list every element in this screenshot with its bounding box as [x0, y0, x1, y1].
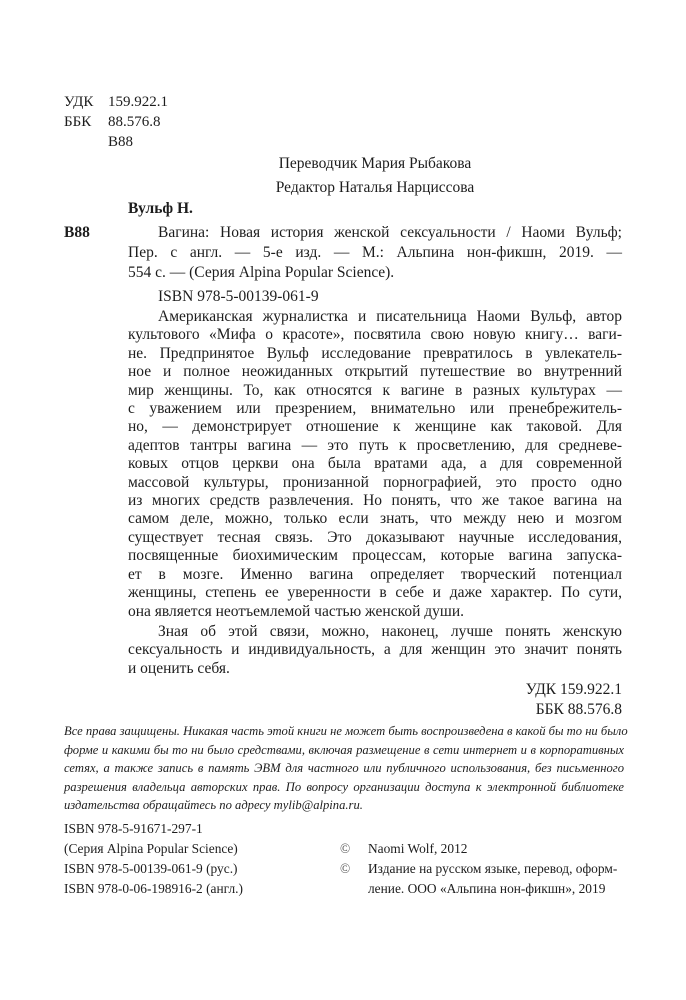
text-line: издательства обращайтесь по адресу mylib@alpina.ru.	[64, 798, 363, 813]
text-line: культового «Мифа о красоте», посвятила свою новую книгу… ваги-	[128, 326, 622, 344]
text-line: адептов тантры вагина — это путь к просветлению, для средневе-	[128, 436, 622, 454]
isbn-line: ISBN 978-0-06-198916-2 (англ.)	[64, 881, 243, 896]
author-heading: Вульф Н.	[128, 200, 193, 217]
isbn-list	[64, 819, 243, 899]
copyright-block	[340, 839, 617, 899]
text-line: разрешения владельца авторских прав. По вопросу организации доступа к электронной библиотеке	[64, 779, 624, 794]
entry-line: Пер. с англ. — 5-е изд. — М.: Альпина нон-фикшн, 2019. —	[128, 244, 622, 261]
annotation-paragraph-1	[128, 308, 622, 621]
text-line: Все права защищены. Никакая часть этой книги не может быть воспроизведена в какой бы то ни было	[64, 724, 628, 738]
text-line: ковых отцов церкви она была вратами ада, а для современной	[128, 455, 622, 473]
entry-line: Вагина: Новая история женской сексуальности / Наоми Вульф;	[158, 224, 622, 241]
text-line: она является неотъемлемой частью женской души.	[128, 602, 464, 620]
text-line: из многих средств развлечения. Но понять, что же такое вагина на	[128, 492, 622, 510]
text-line: мир женщины. То, как относятся к вагине в разных культурах —	[128, 381, 622, 399]
text-line: женщины, степень ее уверенности в себе и даже характер. По сути,	[128, 584, 622, 602]
annotation-paragraph-2	[128, 623, 622, 678]
isbn-line: (Серия Alpina Popular Science)	[64, 841, 238, 856]
entry-code: В88	[64, 224, 90, 241]
text-line: существует тесная связь. Это доказывают научные исследования,	[128, 528, 622, 546]
copyright-russian-cont: ление. ООО «Альпина нон-фикшн», 2019	[368, 881, 606, 896]
bbk-label: ББК	[64, 114, 92, 130]
text-line: и оценить себя.	[128, 659, 230, 677]
classification-block	[64, 92, 168, 152]
bbk-value: 88.576.8	[108, 114, 161, 130]
copyright-icon: ©	[340, 841, 351, 856]
udk-right: УДК 159.922.1	[525, 681, 622, 698]
copyright-russian: Издание на русском языке, перевод, оформ-	[368, 861, 618, 876]
isbn-line: ISBN 978-5-91671-297-1	[64, 821, 203, 836]
author-code: В88	[108, 134, 134, 150]
bibliographic-entry	[128, 223, 622, 283]
udk-value: 159.922.1	[108, 94, 168, 110]
rights-notice	[64, 722, 628, 815]
copyright-original: Naomi Wolf, 2012	[368, 841, 468, 856]
text-line: но, — демонстрирует отношение к женщине как таковой. Для	[128, 418, 622, 436]
entry-line: 554 с. — (Серия Alpina Popular Science).	[128, 264, 395, 281]
text-line: ное и полное неожиданных открытий путешествие во внутренний	[128, 363, 622, 381]
text-line: ет в мозге. Именно вагина определяет творческий потенциал	[128, 565, 622, 583]
isbn-main: ISBN 978-5-00139-061-9	[158, 288, 319, 305]
text-line: сетях, а также запись в память ЭВМ для частного или публичного использования, без письменного	[64, 761, 624, 776]
text-line: Зная об этой связи, можно, наконец, лучше понять женскую	[158, 623, 622, 640]
text-line: с уважением или презрением, внимательно или пренебрежитель-	[128, 400, 622, 418]
text-line: самом деле, можно, только если знать, что между нею и мозгом	[128, 510, 622, 528]
text-line: массовой культуры, пронизанной порнографией, это просто одно	[128, 473, 622, 491]
isbn-line: ISBN 978-5-00139-061-9 (рус.)	[64, 861, 238, 876]
copyright-icon: ©	[340, 861, 351, 876]
udk-label: УДК	[64, 94, 94, 110]
text-line: форме и какими бы то ни было средствами, включая размещение в сети интернет и в корпоративных	[64, 742, 624, 757]
text-line: Американская журналистка и писательница Наоми Вульф, автор	[158, 308, 622, 325]
text-line: посвященные биохимическим процессам, которые вагина запускa-	[128, 547, 622, 565]
editor: Редактор Наталья Нарциссова	[275, 179, 475, 196]
bbk-right: ББК 88.576.8	[535, 701, 622, 718]
translator: Переводчик Мария Рыбакова	[278, 155, 472, 172]
text-line: сексуальность и индивидуальность, а для женщин это значит понять	[128, 641, 622, 659]
text-line: не. Предпринятое Вульф исследование превратилось в увлекатель-	[128, 344, 622, 362]
